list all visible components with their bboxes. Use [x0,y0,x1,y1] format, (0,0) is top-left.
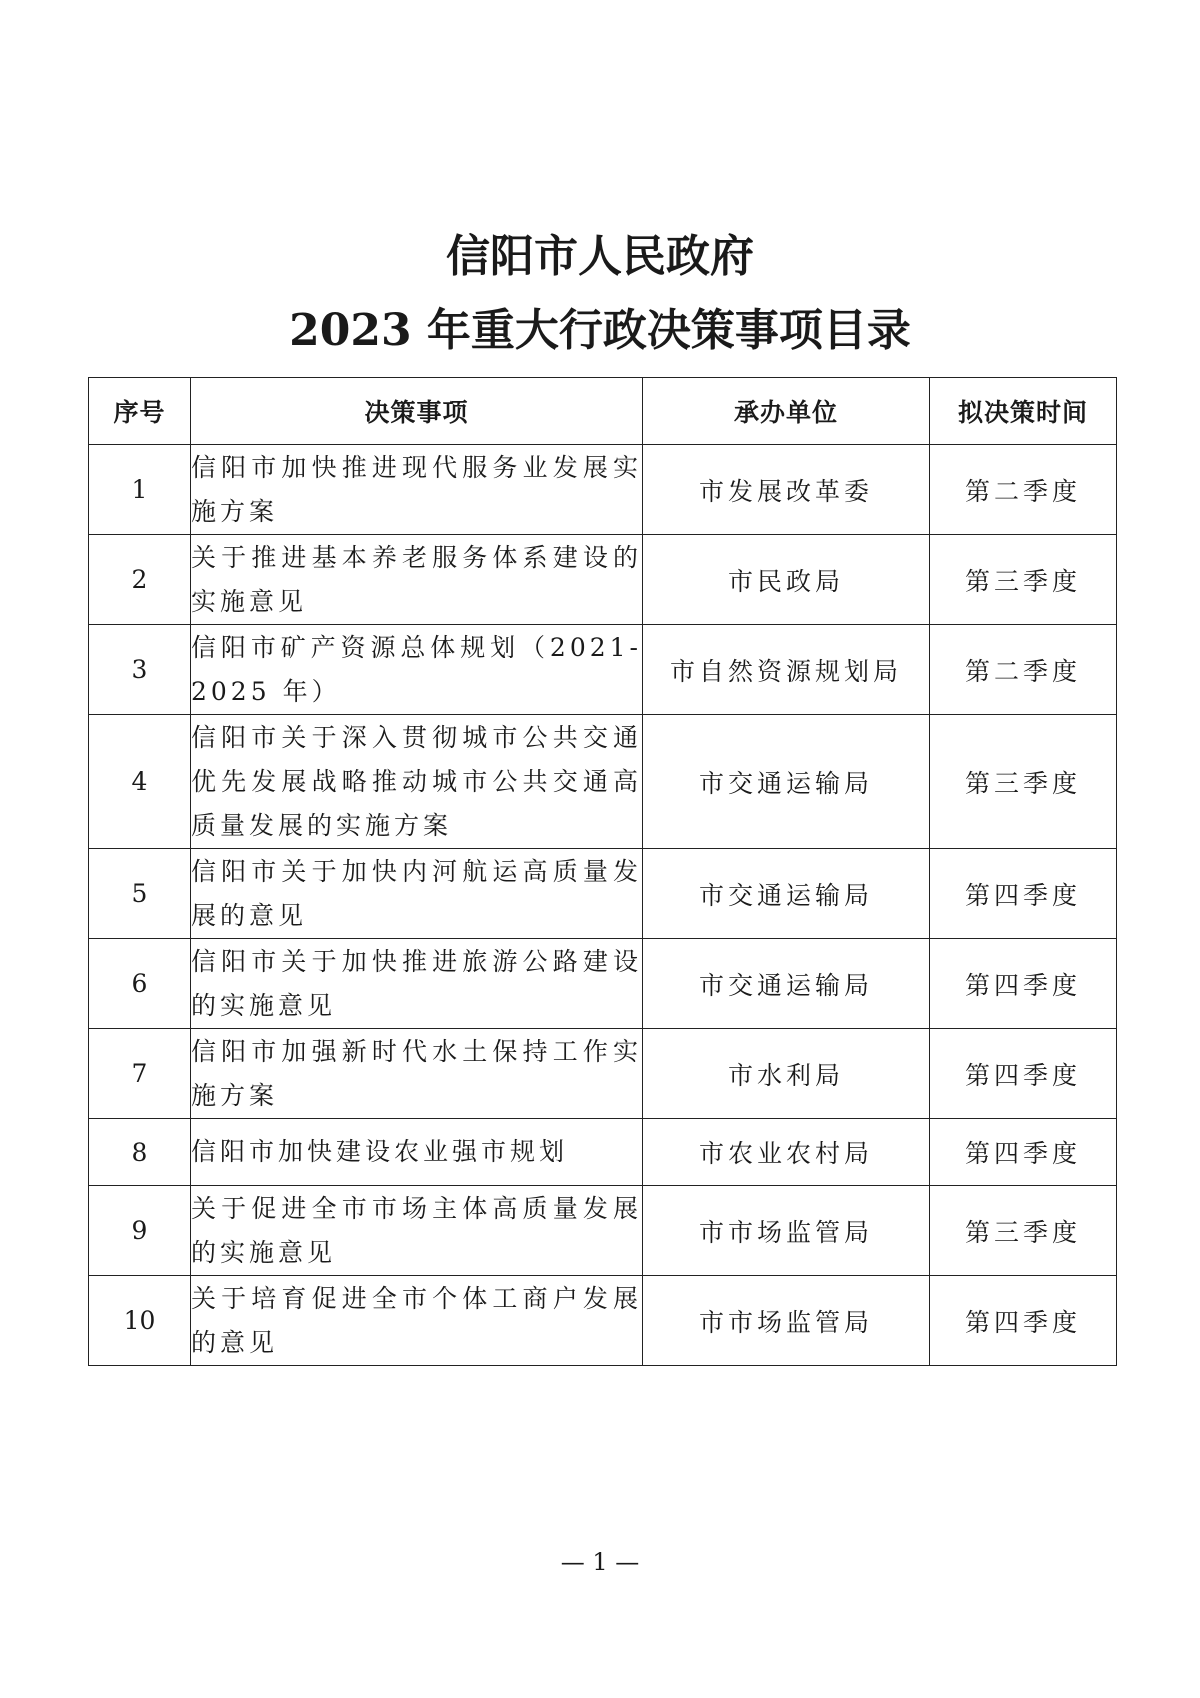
row-no: 9 [89,1186,191,1276]
row-time: 第二季度 [930,445,1117,535]
table-header-row [89,378,1117,445]
row-item: 信阳市加强新时代水土保持工作实施方案 [191,1029,643,1119]
decision-items-table [88,377,1117,1366]
row-no: 6 [89,939,191,1029]
title-line-1: 信阳市人民政府 [446,231,754,282]
row-time: 第四季度 [930,1029,1117,1119]
table-row [89,1276,1117,1366]
row-unit: 市交通运输局 [643,715,930,849]
table-row [89,1119,1117,1186]
table-row [89,625,1117,715]
row-no: 1 [89,445,191,535]
row-time: 第三季度 [930,715,1117,849]
row-unit: 市自然资源规划局 [643,625,930,715]
row-no: 4 [89,715,191,849]
row-unit: 市交通运输局 [643,849,930,939]
row-no: 3 [89,625,191,715]
header-unit: 承办单位 [643,378,930,445]
row-time: 第四季度 [930,1119,1117,1186]
row-unit: 市市场监管局 [643,1186,930,1276]
row-item: 信阳市加快推进现代服务业发展实施方案 [191,445,643,535]
row-item: 信阳市关于加快推进旅游公路建设的实施意见 [191,939,643,1029]
table-row [89,849,1117,939]
row-item: 信阳市关于加快内河航运高质量发展的意见 [191,849,643,939]
row-item: 信阳市加快建设农业强市规划 [191,1119,643,1186]
row-no: 2 [89,535,191,625]
document-title [0,222,1200,366]
row-item: 关于促进全市市场主体高质量发展的实施意见 [191,1186,643,1276]
row-no: 10 [89,1276,191,1366]
row-unit: 市交通运输局 [643,939,930,1029]
table-row [89,715,1117,849]
row-time: 第二季度 [930,625,1117,715]
row-time: 第四季度 [930,1276,1117,1366]
row-unit: 市民政局 [643,535,930,625]
page-number: — 1 — [560,1548,640,1576]
header-no: 序号 [89,378,191,445]
table-row [89,535,1117,625]
table-row [89,1186,1117,1276]
table-row [89,1029,1117,1119]
row-no: 8 [89,1119,191,1186]
row-unit: 市发展改革委 [643,445,930,535]
row-time: 第四季度 [930,849,1117,939]
header-time: 拟决策时间 [930,378,1117,445]
row-no: 7 [89,1029,191,1119]
row-no: 5 [89,849,191,939]
row-time: 第三季度 [930,1186,1117,1276]
row-unit: 市市场监管局 [643,1276,930,1366]
row-item: 信阳市矿产资源总体规划（2021-2025 年） [191,625,643,715]
row-unit: 市水利局 [643,1029,930,1119]
row-time: 第四季度 [930,939,1117,1029]
row-unit: 市农业农村局 [643,1119,930,1186]
row-item: 关于推进基本养老服务体系建设的实施意见 [191,535,643,625]
row-time: 第三季度 [930,535,1117,625]
table-row [89,445,1117,535]
header-item: 决策事项 [191,378,643,445]
table-row [89,939,1117,1029]
row-item: 信阳市关于深入贯彻城市公共交通优先发展战略推动城市公共交通高质量发展的实施方案 [191,715,643,849]
row-item: 关于培育促进全市个体工商户发展的意见 [191,1276,643,1366]
title-line-2: 2023 年重大行政决策事项目录 [289,305,911,356]
